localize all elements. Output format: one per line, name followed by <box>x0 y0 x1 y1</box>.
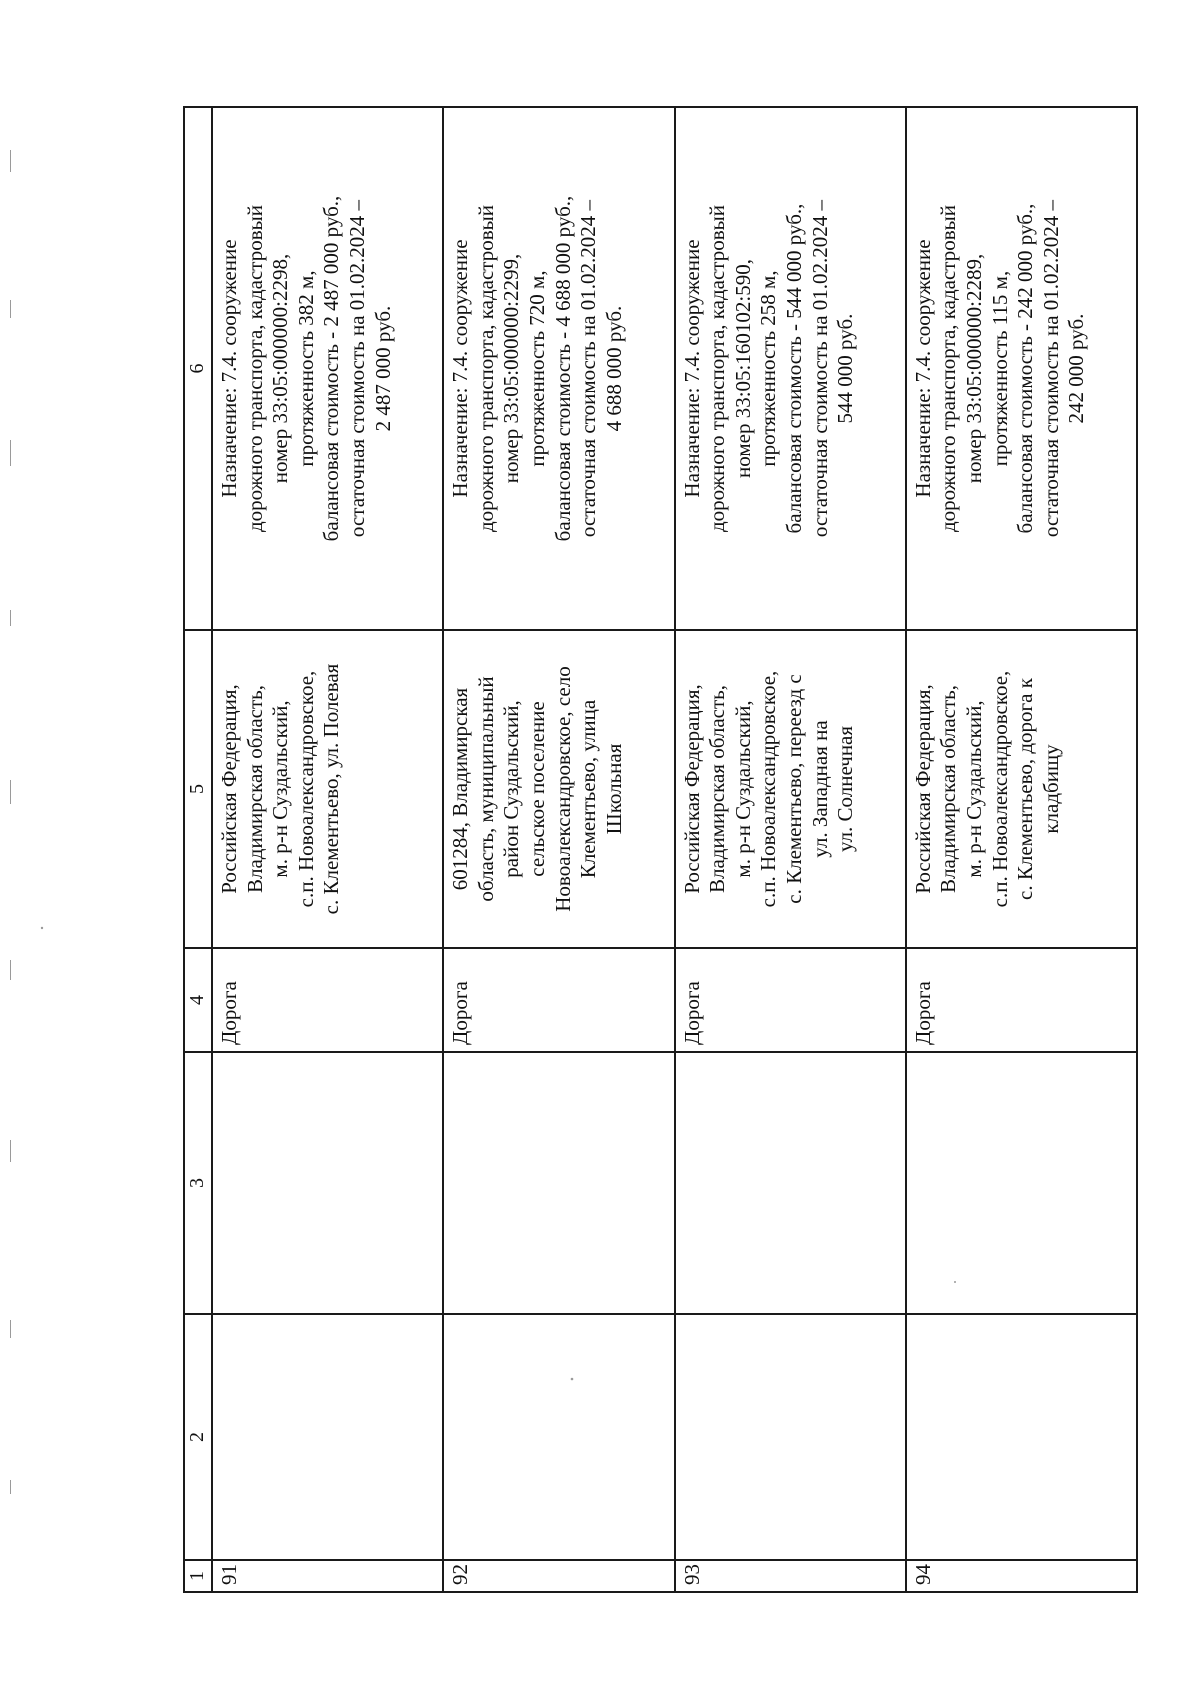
description-line: 2 487 000 руб. <box>370 305 395 432</box>
address-line: с.п. Новоалександровское, <box>293 670 318 908</box>
address-line: Владимирская область, <box>705 685 730 893</box>
description-line: Назначение: 7.4. сооружение <box>679 239 704 498</box>
column-header-1: 1 <box>184 1560 212 1592</box>
description-line: остаточная стоимость на 01.02.2024 – <box>807 199 832 538</box>
object-type: Дорога <box>906 948 1137 1052</box>
row-number: 92 <box>443 1560 674 1592</box>
address-line: Школьная <box>601 743 626 835</box>
empty-cell-col3 <box>675 1052 906 1314</box>
description-line: дорожного транспорта, кадастровый <box>705 205 730 533</box>
object-description <box>906 107 1137 630</box>
description-line: номер 33:05:160102:590, <box>730 259 755 478</box>
table-row <box>443 107 674 1592</box>
address-line: 601284, Владимирская <box>448 687 473 891</box>
object-type: Дорога <box>443 948 674 1052</box>
description-line: дорожного транспорта, кадастровый <box>242 205 267 533</box>
description-line: протяженность 258 м, <box>756 270 781 467</box>
object-description <box>212 107 443 630</box>
address-line: м. р-н Суздальский, <box>730 700 755 878</box>
address-line: Владимирская область, <box>242 685 267 893</box>
address-line: Российская Федерация, <box>217 684 241 894</box>
column-header-4: 4 <box>184 948 212 1052</box>
description-line: дорожного транспорта, кадастровый <box>473 205 498 533</box>
empty-cell-col2 <box>212 1314 443 1560</box>
property-registry-table <box>183 106 1138 1593</box>
empty-cell-col3 <box>443 1052 674 1314</box>
description-line: протяженность 382 м, <box>293 270 318 467</box>
description-line: номер 33:05:000000:2299, <box>499 253 524 484</box>
address-line: с.п. Новоалександровское, <box>987 670 1012 908</box>
address-line: Российская Федерация, <box>679 684 704 894</box>
table-row <box>675 107 906 1592</box>
address-line: сельское поселение <box>525 701 550 877</box>
description-line: остаточная стоимость на 01.02.2024 – <box>576 199 601 538</box>
empty-cell-col2 <box>906 1314 1137 1560</box>
object-address <box>675 630 906 948</box>
description-line: 544 000 руб. <box>833 313 858 424</box>
address-line: м. р-н Суздальский, <box>961 700 986 878</box>
object-type: Дорога <box>675 948 906 1052</box>
empty-cell-col2 <box>443 1314 674 1560</box>
description-line: 242 000 руб. <box>1064 313 1089 424</box>
rotated-table-container <box>183 108 1138 1593</box>
address-line: ул. Западная на <box>807 720 832 858</box>
description-line: балансовая стоимость - 2 487 000 руб., <box>319 195 344 542</box>
empty-cell-col3 <box>212 1052 443 1314</box>
row-number: 94 <box>906 1560 1137 1592</box>
object-address <box>906 630 1137 948</box>
column-header-5: 5 <box>184 630 212 948</box>
address-line: Новоалександровское, село <box>550 666 575 912</box>
address-line: ул. Солнечная <box>833 725 858 853</box>
address-line: Владимирская область, <box>936 685 961 893</box>
address-line: район Суздальский, <box>499 700 524 878</box>
address-line: с. Клементьево, ул. Полевая <box>319 663 344 915</box>
address-line: с. Клементьево, дорога к <box>1013 678 1038 900</box>
description-line: протяженность 720 м, <box>525 270 550 467</box>
description-line: дорожного транспорта, кадастровый <box>936 205 961 533</box>
object-type: Дорога <box>212 948 443 1052</box>
empty-cell-col3 <box>906 1052 1137 1314</box>
description-line: балансовая стоимость - 242 000 руб., <box>1013 203 1038 534</box>
address-line: кладбищу <box>1038 744 1063 834</box>
description-line: Назначение: 7.4. сооружение <box>217 239 241 498</box>
table-row <box>212 107 443 1592</box>
description-line: балансовая стоимость - 544 000 руб., <box>781 203 806 534</box>
address-line: с.п. Новоалександровское, <box>756 670 781 908</box>
address-line: Российская Федерация, <box>910 684 935 894</box>
description-line: номер 33:05:000000:2298, <box>268 253 293 484</box>
row-number: 93 <box>675 1560 906 1592</box>
description-line: 4 688 000 руб. <box>601 305 626 432</box>
description-line: остаточная стоимость на 01.02.2024 – <box>345 199 370 538</box>
address-line: Клементьево, улица <box>576 699 601 879</box>
column-header-2: 2 <box>184 1314 212 1560</box>
description-line: Назначение: 7.4. сооружение <box>910 239 935 498</box>
empty-cell-col2 <box>675 1314 906 1560</box>
object-description <box>443 107 674 630</box>
table-header-row <box>184 107 212 1592</box>
description-line: Назначение: 7.4. сооружение <box>448 239 473 498</box>
address-line: с. Клементьево, переезд с <box>781 674 806 904</box>
object-address <box>443 630 674 948</box>
description-line: номер 33:05:000000:2289, <box>961 253 986 484</box>
description-line: протяженность 115 м, <box>987 270 1012 467</box>
address-line: м. р-н Суздальский, <box>268 700 293 878</box>
description-line: остаточная стоимость на 01.02.2024 – <box>1038 199 1063 538</box>
object-address <box>212 630 443 948</box>
description-line: балансовая стоимость - 4 688 000 руб., <box>550 195 575 542</box>
column-header-3: 3 <box>184 1052 212 1314</box>
row-number: 91 <box>212 1560 443 1592</box>
column-header-6: 6 <box>184 107 212 630</box>
object-description <box>675 107 906 630</box>
table-row <box>906 107 1137 1592</box>
address-line: область, муниципальный <box>473 676 498 902</box>
